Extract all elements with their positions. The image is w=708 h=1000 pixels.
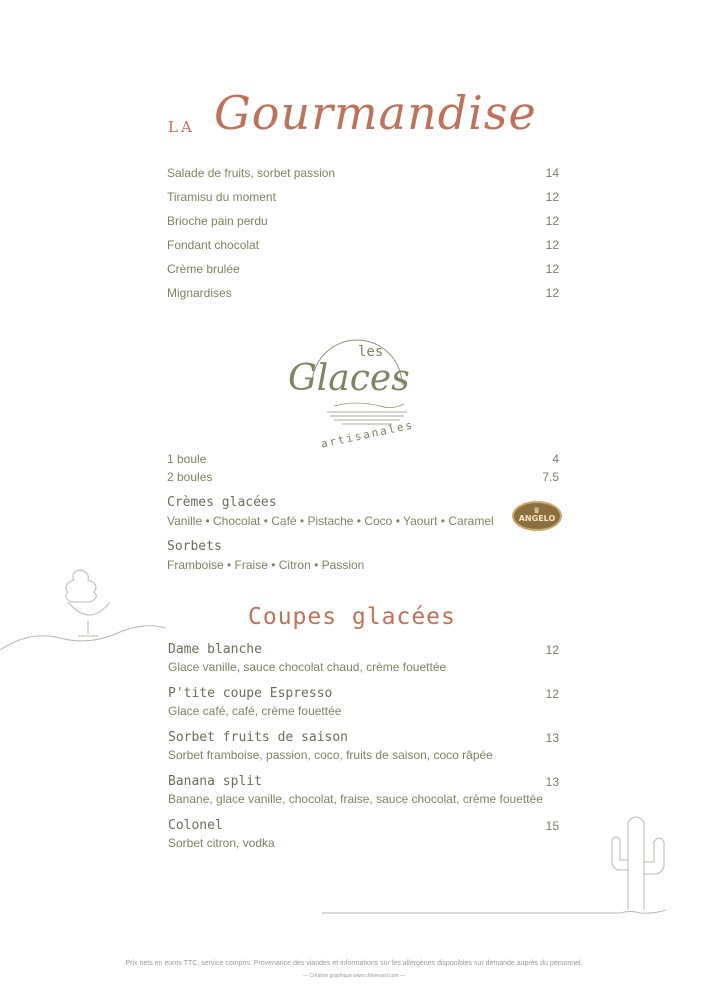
item-price: 14 xyxy=(545,166,559,180)
item-price: 12 xyxy=(545,214,559,228)
logo-top-text: les xyxy=(358,344,384,360)
item-price: 12 xyxy=(545,190,559,204)
logo-main-text: Glaces xyxy=(288,358,410,399)
sorbets-flavors: Framboise • Fraise • Citron • Passion xyxy=(167,558,365,572)
coupes-title: Coupes glacées xyxy=(248,604,456,630)
item-name: 1 boule xyxy=(167,452,207,466)
item-name: Brioche pain perdu xyxy=(167,214,268,228)
cactus-icon xyxy=(320,810,708,920)
menu-item xyxy=(167,190,559,204)
item-price: 12 xyxy=(545,238,559,252)
item-name: Crème brulée xyxy=(167,262,240,276)
menu-item xyxy=(167,262,559,276)
coupe-price: 15 xyxy=(545,819,559,833)
cremes-title: Crèmes glacées xyxy=(167,495,277,510)
coupe-name: Banana split xyxy=(168,774,262,789)
coupe-name: P'tite coupe Espresso xyxy=(168,686,333,701)
item-name: Salade de fruits, sorbet passion xyxy=(167,166,336,180)
menu-item xyxy=(167,470,559,484)
sundae-icon xyxy=(0,560,170,660)
menu-item xyxy=(167,238,559,252)
coupe-price: 12 xyxy=(545,687,559,701)
item-name: Fondant chocolat xyxy=(167,238,260,252)
item-price: 12 xyxy=(545,286,559,300)
item-name: Tiramisu du moment xyxy=(167,190,276,204)
badge-icon: ♛ xyxy=(533,506,541,515)
sundae-illustration xyxy=(0,560,170,660)
item-name: Mignardises xyxy=(167,286,232,300)
coupe-price: 12 xyxy=(545,643,559,657)
coupe-desc: Glace café, café, crème fouettée xyxy=(168,704,342,718)
logo-bottom-text: artisanales xyxy=(319,418,416,451)
menu-item xyxy=(167,166,559,180)
coupe-desc: Glace vanille, sauce chocolat chaud, crème fouettée xyxy=(168,660,447,674)
menu-item xyxy=(167,452,559,466)
coupe-name: Colonel xyxy=(168,818,223,833)
footer-note: Prix nets en euros TTC, service compris. Provenance des viandes et informations sur les allergènes disponibles sur demande auprès du personnel. xyxy=(125,960,583,967)
item-price: 4 xyxy=(552,452,559,466)
sorbets-title: Sorbets xyxy=(167,539,222,554)
badge-text: ANGELO xyxy=(518,514,556,523)
coupe-desc: Banane, glace vanille, chocolat, fraise, sauce chocolat, crème fouettée xyxy=(168,792,543,806)
footer-credit: — Création graphique www.chloerossi.com — xyxy=(303,973,405,979)
coupe-price: 13 xyxy=(545,731,559,745)
coupe-price: 13 xyxy=(545,775,559,789)
item-price: 7.5 xyxy=(542,470,559,484)
coupe-desc: Sorbet citron, vodka xyxy=(168,836,275,850)
cactus-illustration xyxy=(320,810,708,920)
gourmandise-title: Gourmandise xyxy=(214,86,537,140)
angelo-badge xyxy=(512,501,562,531)
coupe-desc: Sorbet framboise, passion, coco, fruits de saison, coco râpée xyxy=(168,748,493,762)
item-price: 12 xyxy=(545,262,559,276)
coupe-name: Dame blanche xyxy=(168,642,262,657)
menu-item xyxy=(167,214,559,228)
cremes-flavors: Vanille • Chocolat • Café • Pistache • Coco • Yaourt • Caramel xyxy=(167,514,494,528)
item-name: 2 boules xyxy=(167,470,213,484)
coupe-name: Sorbet fruits de saison xyxy=(168,730,349,745)
section-prefix: LA xyxy=(168,118,195,136)
menu-item xyxy=(167,286,559,300)
